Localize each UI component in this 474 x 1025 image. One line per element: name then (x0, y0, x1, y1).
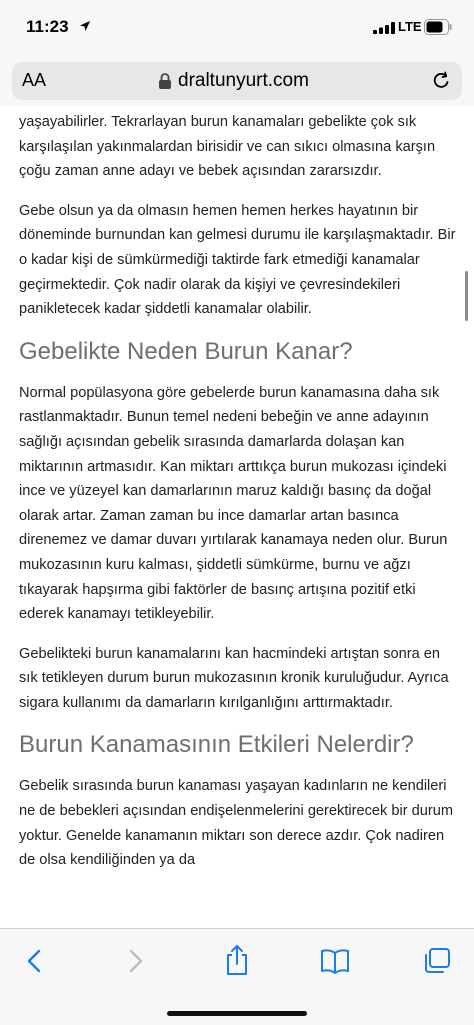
article-paragraph: Gebelik sırasında burun kanaması yaşayan kadınların ne kendileri ne de bebekleri açısından endişelenmelerini gerektirecek bir durum yoktur. Genelde kanamanın miktarı son derece azdır. Çok nadiren de olsa kendiliğinden ya da (19, 778, 454, 869)
url-domain[interactable]: draltunyurt.com (178, 70, 309, 91)
article-paragraph: Gebe olsun ya da olmasın hemen hemen herkes hayatının bir döneminde burnundan kan gelmesi durumu ile karşılaşmaktadır. Bir o kadar kişi de sümkürmediği taktirde fark etmediği kanamalar geçirmektedir. Çok nadir olarak da kişiyi ve çevresindekileri panikletecek kadar şiddetli kanamalar olabilir. (19, 202, 456, 318)
status-time: 11:23 (26, 17, 69, 36)
network-type: LTE (398, 19, 422, 34)
address-bar[interactable] (12, 62, 462, 100)
reload-icon[interactable] (430, 70, 452, 92)
cellular-signal-icon (373, 22, 395, 34)
article-paragraph: Normal popülasyona göre gebelerde burun kanamasına daha sık rastlanmaktadır. Bunun temel nedeni bebeğin ve anne adayının sağlığı açısından gebelik sırasında damarlarda dolaşan kan miktarının artmasıdır. Kan miktarı arttıkça burun mukozası içindeki ince ve yüzeyel kan damarlarının maruz kaldığı basınç da doğal olarak artar. Zaman zaman bu ince damarlar artan basınca direnemez ve damar duvarı yırtılarak kanamaya neden olur. Burun mukozasının kuru kalması, şiddetli sümkürme, burnu ve ağzı tıkayarak hapşırma gibi faktörler de basınç artışına pozitif etki ederek kanamayı tetikleyebilir. (19, 384, 448, 623)
article-paragraph: yaşayabilirler. Tekrarlayan burun kanamaları gebelikte çok sık karşılaşılan yakınmalardan birisidir ve can sıkıcı olmasına karşın çoğu zaman anne adayı ve bebek açısından zararsızdır. (19, 114, 436, 180)
address-area (0, 54, 474, 106)
section-heading: Burun Kanamasının Etkileri Nelerdir? (19, 731, 414, 759)
scroll-indicator[interactable] (465, 271, 468, 321)
forward-chevron-icon[interactable] (120, 947, 150, 975)
text-size-button[interactable]: AA (22, 70, 47, 90)
tabs-icon[interactable] (422, 947, 452, 975)
home-indicator[interactable] (167, 1011, 307, 1016)
share-icon[interactable] (222, 944, 252, 976)
lock-icon (158, 72, 172, 90)
back-chevron-icon[interactable] (20, 947, 50, 975)
status-bar (0, 0, 474, 54)
article-content (0, 106, 474, 928)
bookmarks-book-icon[interactable] (320, 947, 350, 975)
article-body (19, 110, 459, 888)
bottom-toolbar (0, 928, 474, 1025)
battery-icon (424, 19, 452, 35)
section-heading: Gebelikte Neden Burun Kanar? (19, 337, 353, 365)
article-paragraph: Gebelikteki burun kanamalarını kan hacmindeki artıştan sonra en sık tetikleyen durum burun mukozasının kronik kuruluğudur. Ayrıca sigara kullanımı da damarların kırılganlığını arttırmaktadır. (19, 645, 449, 711)
location-arrow-icon (79, 20, 91, 32)
